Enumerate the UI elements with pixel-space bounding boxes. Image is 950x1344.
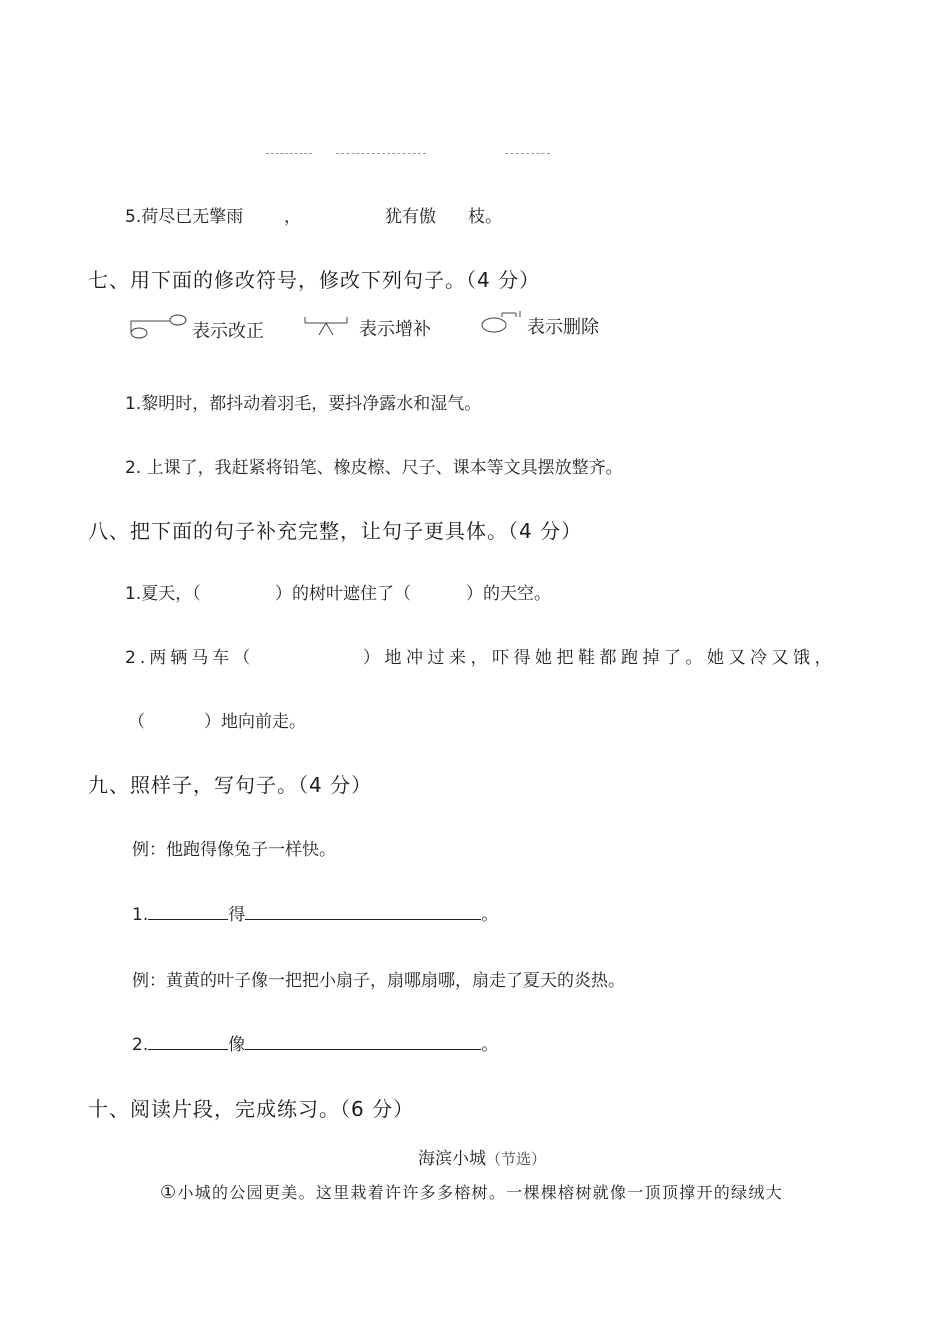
poem-part3: 枝。 [468,207,502,227]
poem-comma: ， [284,207,301,227]
top-dash-2 [336,153,426,154]
section8-item2-b: ）地冲过来，吓得她把鞋都跑掉了。她又冷又饿， [363,648,836,668]
section10-title: 十、阅读片段，完成练习。（6 分） [88,1097,415,1121]
delete-symbol-label: 表示删除 [527,317,599,338]
answer-blank-1a[interactable] [148,901,228,920]
insert-symbol-icon [303,313,351,339]
section8-item2-cont-b: ）地向前走。 [204,712,306,732]
answer-blank-2a[interactable] [148,1031,228,1050]
poem-line [125,202,243,227]
passage-paragraph: ①小城的公园更美。这里栽着许许多多榕树。一棵棵榕树就像一顶顶撑开的绿绒大 [160,1182,783,1203]
poem-part2: 犹有傲 [385,207,436,227]
section9-title: 九、照样子，写句子。（4 分） [88,773,373,797]
section9-example-1: 例：他跑得像兔子一样快。 [132,840,336,860]
section8-item2-a: 2.两辆马车（ [125,648,255,668]
poem-part1: 荷尽已无擎雨 [141,207,244,227]
section9-example-2: 例：黄黄的叶子像一把把小扇子，扇哪扇哪，扇走了夏天的炎热。 [132,971,625,991]
section8-title: 八、把下面的句子补充完整，让句子更具体。（4 分） [88,519,583,543]
answer-blank-1b[interactable] [245,901,481,920]
correct-symbol-label: 表示改正 [192,321,264,342]
section7-item-2: 2. 上课了，我赶紧将铅笔、橡皮檫、尺子、课本等文具摆放整齐。 [125,458,623,478]
passage-title: 海滨小城（节选） [418,1149,547,1169]
delete-symbol-icon [480,309,524,335]
section7-title: 七、用下面的修改符号，修改下列句子。（4 分） [88,268,541,292]
insert-symbol-label: 表示增补 [359,319,431,340]
top-dash-1 [266,153,312,154]
answer-blank-2b[interactable] [245,1031,481,1050]
section8-item1-b: ）的树叶遮住了（ [275,584,411,604]
section8-item1-c: ）的天空。 [466,584,551,604]
poem-number: 5. [125,207,142,227]
section8-item2-cont-a: （ [128,712,145,732]
paragraph-marker: ① [160,1182,178,1203]
section9-question-2: 2. 像 。 [132,1030,498,1055]
section8-item1-a: 1.夏天，（ [125,584,201,604]
top-dash-3 [505,153,550,154]
section7-item-1: 1.黎明时，都抖动着羽毛，要抖净露水和湿气。 [125,394,482,414]
correct-symbol-icon [128,312,190,342]
section9-question-1: 1. 得 。 [132,900,498,925]
